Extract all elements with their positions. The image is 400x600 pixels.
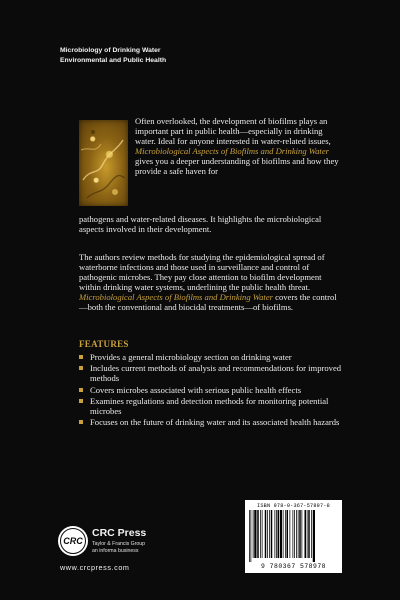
barcode-bars xyxy=(249,510,338,562)
biofilm-texture xyxy=(79,120,128,206)
feature-item: Covers microbes associated with serious public health effects xyxy=(79,385,343,395)
barcode-bar xyxy=(283,510,284,558)
description-paragraph-1-continued: pathogens and water-related diseases. It highlights the microbiological aspects involved in their development. xyxy=(79,214,322,235)
barcode-bar xyxy=(313,510,315,562)
isbn-barcode xyxy=(245,500,342,573)
square-bullet-icon xyxy=(79,366,83,370)
barcode-bar xyxy=(275,510,276,558)
crc-press-logo-icon xyxy=(57,525,89,557)
isbn-number: ISBN 978-0-367-57897-8 xyxy=(257,503,330,509)
barcode-bar xyxy=(296,510,297,558)
square-bullet-icon xyxy=(79,399,83,403)
feature-item: Examines regulations and detection methods for monitoring potential microbes xyxy=(79,396,343,416)
barcode-bar xyxy=(260,510,261,558)
barcode-bar xyxy=(290,510,291,558)
barcode-bar xyxy=(299,510,301,558)
barcode-bar xyxy=(251,510,252,562)
barcode-bar xyxy=(253,510,254,558)
barcode-bar xyxy=(265,510,267,558)
barcode-bar xyxy=(293,510,294,558)
description-paragraph-2: The authors review methods for studying the epidemiological spread of waterborne infections and those used in surveillance and control of pathogenic microbes. They pay close attention to biofilm development within drinking water systems, underlining the public health threat. Microbiological Aspects of Biofilms and Drinking Water covers the control—both the conventional and biocidal treatments—of biofilms. xyxy=(79,252,337,313)
series-line-2: Environmental and Public Health xyxy=(60,56,167,64)
features-heading: FEATURES xyxy=(79,339,129,349)
barcode-bar xyxy=(276,510,277,558)
barcode-bar xyxy=(308,510,310,558)
biofilm-image xyxy=(79,120,128,206)
feature-item: Focuses on the future of drinking water and its associated health hazards xyxy=(79,417,343,427)
barcode-bar xyxy=(305,510,307,558)
logo-text: CRC xyxy=(63,536,83,546)
barcode-bar xyxy=(285,510,286,558)
square-bullet-icon xyxy=(79,420,83,424)
barcode-bar xyxy=(271,510,273,558)
barcode-bar xyxy=(307,510,308,558)
series-line-1: Microbiology of Drinking Water xyxy=(60,47,161,54)
publisher-tagline: an informa business xyxy=(92,548,139,554)
barcode-bar xyxy=(302,510,303,558)
barcode-bar xyxy=(280,510,282,558)
description-paragraph-1: Often overlooked, the development of biofilms plays an important part in public health—especially in drinking water. Ideal for anyone interested in water-related issues, Microbiological Aspects of Biofilms and Drinking Water gives you a deeper understanding of biofilms and how they provide a safe haven for xyxy=(135,116,339,177)
barcode-digits: 9 780367 578978 xyxy=(260,563,327,570)
barcode-bar xyxy=(254,510,256,558)
barcode-bar xyxy=(287,510,289,558)
publisher-url[interactable]: www.crcpress.com xyxy=(60,563,130,572)
barcode-bar xyxy=(298,510,299,558)
book-title-italic: Microbiological Aspects of Biofilms and Drinking Water xyxy=(135,146,329,157)
square-bullet-icon xyxy=(79,355,83,359)
barcode-bar xyxy=(257,510,259,558)
publisher-name: CRC Press xyxy=(92,527,147,539)
barcode-bar xyxy=(249,510,250,562)
barcode-bar xyxy=(278,510,280,558)
barcode-bar xyxy=(262,510,263,558)
feature-item: Provides a general microbiology section on drinking water xyxy=(79,352,343,362)
feature-item: Includes current methods of analysis and recommendations for improved methods xyxy=(79,363,343,383)
square-bullet-icon xyxy=(79,388,83,392)
barcode-bar xyxy=(269,510,270,558)
publisher-group: Taylor & Francis Group xyxy=(92,541,146,547)
barcode-bar xyxy=(311,510,312,558)
barcode-bar xyxy=(294,510,295,558)
barcode-bar xyxy=(267,510,268,558)
series-title xyxy=(60,46,166,65)
features-list xyxy=(79,352,343,429)
book-title-italic: Microbiological Aspects of Biofilms and Drinking Water xyxy=(79,292,273,303)
